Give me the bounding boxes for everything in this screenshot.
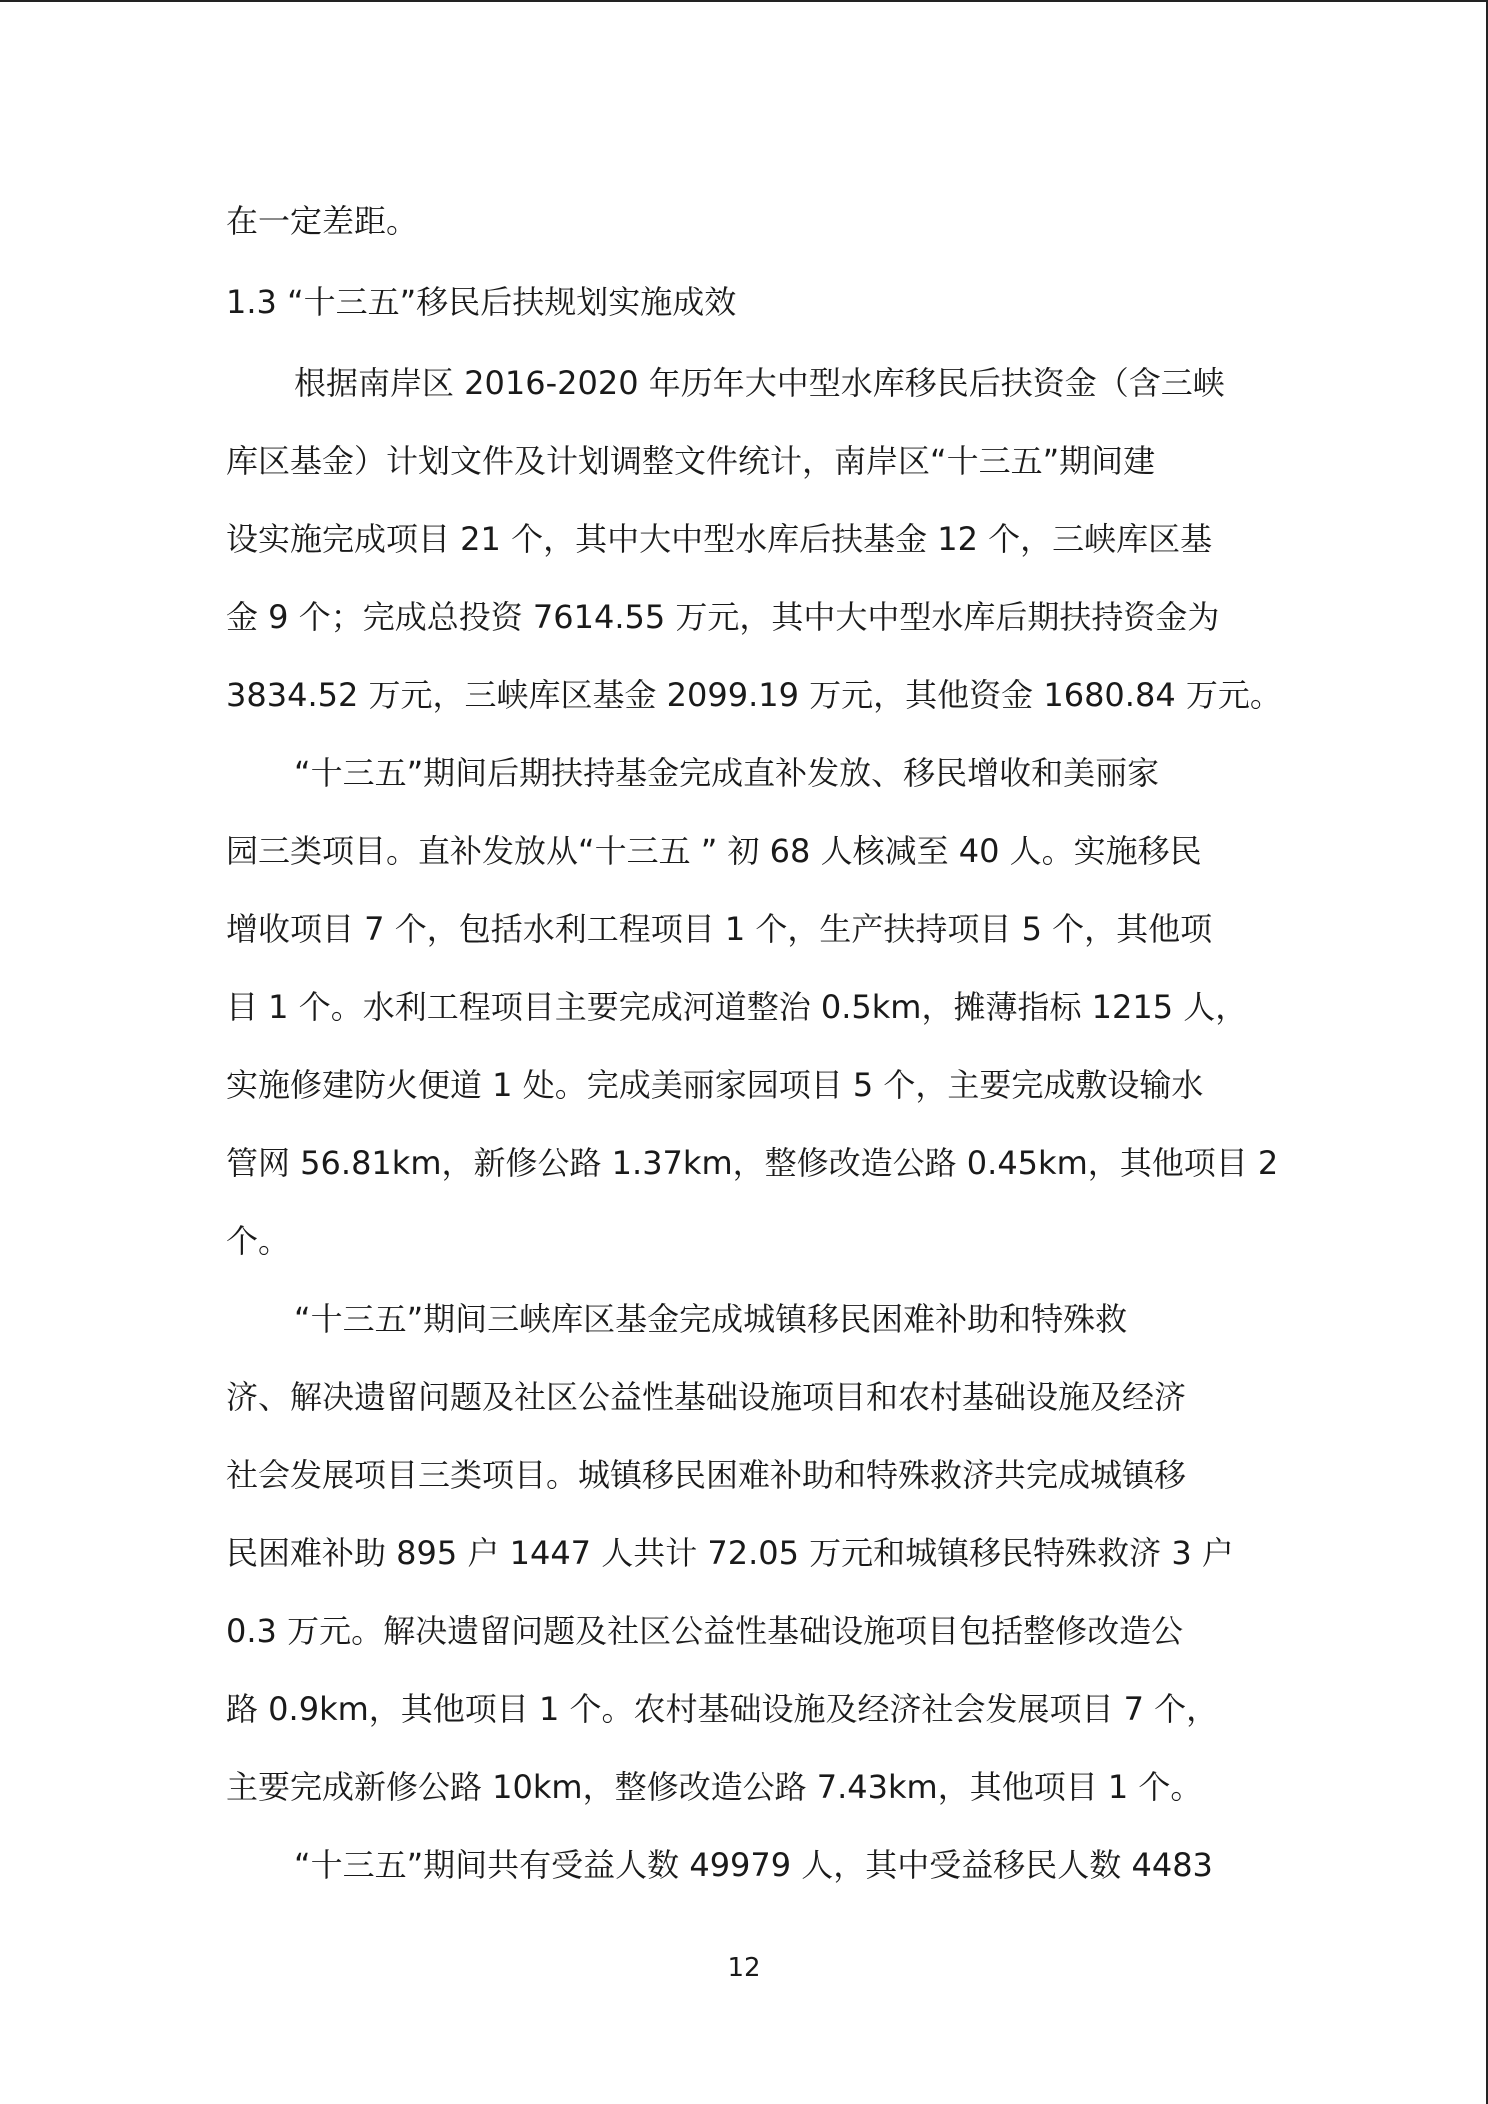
paragraph-line: 济、解决遗留问题及社区公益性基础设施项目和农村基础设施及经济 [226,1378,1187,1416]
paragraph-line: 金 9 个；完成总投资 7614.55 万元，其中大中型水库后期扶持资金为 [226,598,1220,636]
page-number: 12 [727,1953,761,1983]
paragraph-line: 主要完成新修公路 10km，整修改造公路 7.43km，其他项目 1 个。 [226,1768,1203,1806]
paragraph-line: “十三五”期间三峡库区基金完成城镇移民困难补助和特殊救 [294,1300,1128,1338]
paragraph-line: 个。 [226,1222,291,1260]
paragraph-line: 根据南岸区 2016-2020 年历年大中型水库移民后扶资金（含三峡 [294,364,1225,402]
section-heading: 1.3 “十三五”移民后扶规划实施成效 [226,283,737,321]
paragraph-line: 0.3 万元。解决遗留问题及社区公益性基础设施项目包括整修改造公 [226,1612,1184,1650]
paragraph-line: 社会发展项目三类项目。城镇移民困难补助和特殊救济共完成城镇移 [226,1456,1187,1494]
paragraph-line: 在一定差距。 [226,202,419,240]
paragraph-line: 管网 56.81km，新修公路 1.37km，整修改造公路 0.45km，其他项目 2 [226,1144,1279,1182]
paragraph-line: “十三五”期间后期扶持基金完成直补发放、移民增收和美丽家 [294,754,1160,792]
paragraph-line: 民困难补助 895 户 1447 人共计 72.05 万元和城镇移民特殊救济 3 户 [226,1534,1234,1572]
paragraph-line: “十三五”期间共有受益人数 49979 人，其中受益移民人数 4483 [294,1846,1213,1884]
paragraph-line: 库区基金）计划文件及计划调整文件统计，南岸区“十三五”期间建 [226,442,1156,480]
paragraph-line: 增收项目 7 个，包括水利工程项目 1 个，生产扶持项目 5 个，其他项 [226,910,1213,948]
paragraph-line: 园三类项目。直补发放从“十三五 ” 初 68 人核减至 40 人。实施移民 [226,832,1202,870]
paragraph-line: 3834.52 万元，三峡库区基金 2099.19 万元，其他资金 1680.84 万元。 [226,676,1282,714]
paragraph-line: 目 1 个。水利工程项目主要完成河道整治 0.5km，摊薄指标 1215 人， [226,988,1248,1026]
paragraph-line: 路 0.9km，其他项目 1 个。农村基础设施及经济社会发展项目 7 个， [226,1690,1219,1728]
paragraph-line: 设实施完成项目 21 个，其中大中型水库后扶基金 12 个，三峡库区基 [226,520,1213,558]
paragraph-line: 实施修建防火便道 1 处。完成美丽家园项目 5 个，主要完成敷设输水 [226,1066,1204,1104]
document-body [226,182,1282,1904]
